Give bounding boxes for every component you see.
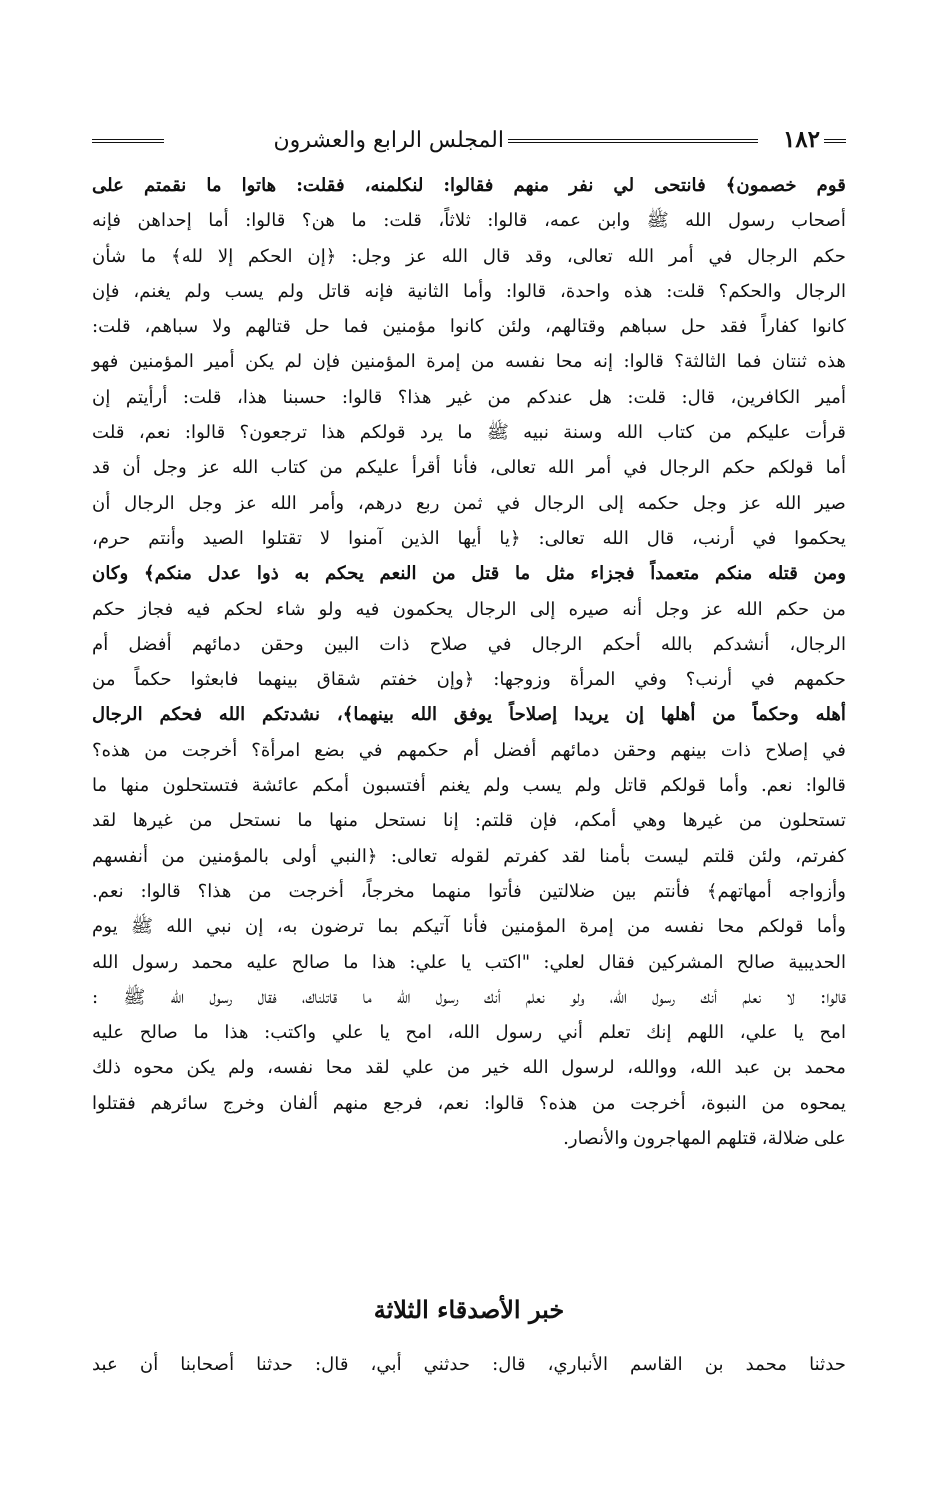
text-line: في إصلاح ذات بينهم وحقن دمائهم أفضل أم حكمهم في بضع امرأة؟ أخرجت من هذه؟	[92, 739, 846, 761]
text-line: قوم خصمون﴾ فانتحى لي نفر منهم فقالوا: لنكلمنه، فقلت: هاتوا ما نقمتم على	[92, 175, 846, 196]
header-rule-right	[824, 139, 846, 143]
text-line: هذه ثنتان فما الثالثة؟ قالوا: إنه محا نفسه من إمرة المؤمنين فإن لم يكن أمير المؤمنين فهو	[92, 351, 846, 373]
page-number: ١٨٢	[782, 126, 820, 153]
text-line: أصحاب رسول الله ﷺ وابن عمه، قالوا: ثلاثاً، قلت: ما هن؟ قالوا: أما إحداهن فإنه	[92, 210, 846, 232]
text-line: امح يا علي، اللهم إنك تعلم أني رسول الله، امح يا علي واكتب: هذا ما صالح عليه	[92, 1022, 846, 1044]
main-text	[92, 168, 846, 1156]
text-line: الرجال والحكم؟ قلت: هذه واحدة، قالوا: وأما الثانية فإنه قاتل ولم يسب ولم يغنم، فإن	[92, 280, 846, 302]
running-title: المجلس الرابع والعشرون	[273, 128, 504, 153]
text-line: حكم الرجال في أمر الله تعالى، وقد قال الله عز وجل: ﴿إن الحكم إلا لله﴾ ما شأن	[92, 245, 846, 267]
text-line: أمير الكافرين، قال: قلت: هل عندكم من غير هذا؟ قالوا: حسبنا هذا، قلت: أرأيتم إن	[92, 386, 846, 408]
text-line: كفرتم، ولئن قلتم ليست بأمنا لقد كفرتم لقوله تعالى: ﴿النبي أولى بالمؤمنين من أنفسهم	[92, 845, 846, 867]
text-line: قرأت عليكم من كتاب الله وسنة نبيه ﷺ ما يرد قولكم هذا ترجعون؟ قالوا: نعم، قلت	[92, 422, 846, 444]
text-line: محمد بن عبد الله، ووالله، لرسول الله خير من علي لقد محا نفسه، ولم يكن محوه ذلك	[92, 1057, 846, 1079]
header-rule-middle	[508, 139, 758, 143]
text-line: قالوا: نعم. وأما قولكم قاتل ولم يسب ولم يغنم أفتسبون أمكم عائشة فتستحلون منها ما	[92, 775, 846, 797]
page-header	[92, 126, 846, 160]
text-line: قالوا: لا نعلم أنك رسول الله، ولو نعلم أنك رسول الله ما قاتلناك، فقال رسول الله ﷺ :	[92, 986, 846, 1008]
header-rule-left	[92, 139, 164, 143]
text-line: وأما قولكم محا نفسه من إمرة المؤمنين فأنا آتيكم بما ترضون به، إن نبي الله ﷺ يوم	[92, 916, 846, 938]
text-line: كانوا كفاراً فقد حل سباهم وقتالهم، ولئن كانوا مؤمنين فما حل قتالهم ولا سباهم، قلت:	[92, 316, 846, 338]
text-line: من حكم الله عز وجل أنه صيره إلى الرجال يحكمون فيه ولو شاء لحكم فيه فجاز حكم	[92, 598, 846, 620]
section-first-line: حدثنا محمد بن القاسم الأنباري، قال: حدثني أبي، قال: حدثنا أصحابنا أن عبد	[92, 1354, 846, 1375]
text-line: يمحوه من النبوة، أخرجت من هذه؟ قالوا: نعم، فرجع منهم ألفان وخرج سائرهم فقتلوا	[92, 1092, 846, 1114]
text-line: وأزواجه أمهاتهم﴾ فأنتم بين ضلالتين فأتوا منهما مخرجاً، أخرجت من هذا؟ قالوا: نعم.	[92, 880, 846, 902]
quran-quote-line: ومن قتله منكم متعمداً فجزاء مثل ما قتل من النعم يحكم به ذوا عدل منكم﴾ وكان	[92, 563, 846, 585]
text-line: أما قولكم حكم الرجال في أمر الله تعالى، فأنا أقرأ عليكم من كتاب الله عز وجل أن قد	[92, 457, 846, 479]
text-line: الحديبية صالح المشركين فقال لعلي: "اكتب يا علي: هذا ما صالح عليه محمد رسول الله	[92, 951, 846, 973]
text-line: على ضلالة، قتلهم المهاجرون والأنصار.	[563, 1128, 846, 1150]
section-heading: خبر الأصدقاء الثلاثة	[373, 1295, 565, 1324]
text-line: صير الله عز وجل حكمه إلى الرجال في ثمن ربع درهم، وأمر الله عز وجل الرجال أن	[92, 492, 846, 514]
quran-quote-line: أهله وحكماً من أهلها إن يريدا إصلاحاً يوفق الله بينهما﴾، نشدتكم الله فحكم الرجال	[92, 704, 846, 726]
text-line: حكمهم في أرنب؟ وفي المرأة وزوجها: ﴿وإن خفتم شقاق بينهما فابعثوا حكماً من	[92, 669, 846, 691]
text-line: الرجال، أنشدكم بالله أحكم الرجال في صلاح ذات البين وحقن دمائهم أفضل أم	[92, 633, 846, 655]
text-line: تستحلون من غيرها وهي أمكم، فإن قلتم: إنا نستحل منها ما نستحل من غيرها لقد	[92, 810, 846, 832]
text-line: يحكموا في أرنب، قال الله تعالى: ﴿يا أيها الذين آمنوا لا تقتلوا الصيد وأنتم حرم،	[92, 527, 846, 549]
